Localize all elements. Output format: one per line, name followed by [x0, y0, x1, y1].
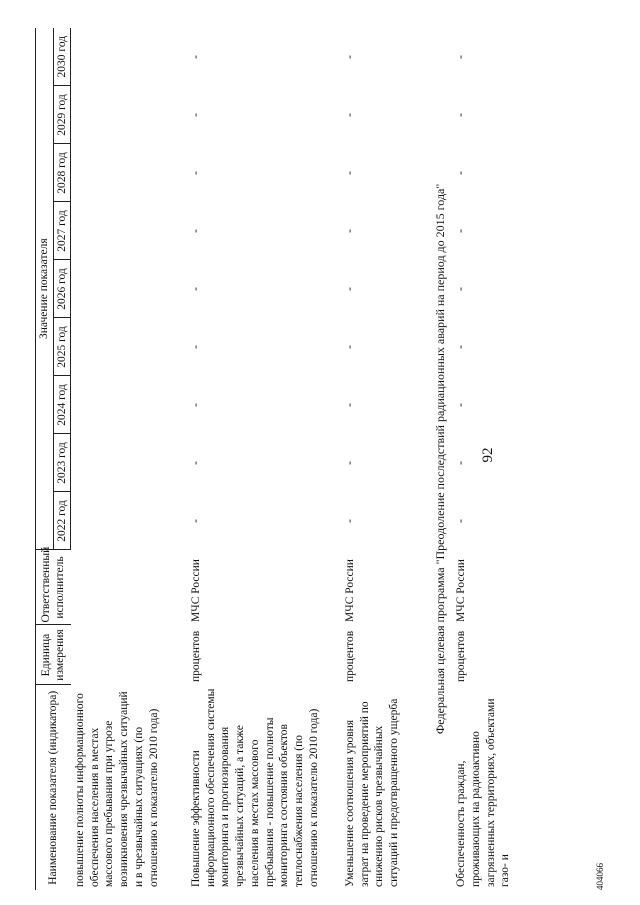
- row-value: -: [455, 345, 468, 349]
- row-value: -: [189, 171, 202, 175]
- row-value: -: [189, 403, 202, 407]
- header-executor: Ответственный исполнитель: [36, 550, 71, 625]
- row-unit: процентов: [455, 630, 468, 682]
- row-value: [71, 260, 187, 318]
- row-value: -: [343, 461, 356, 465]
- page-number: 92: [480, 447, 496, 463]
- rotated-page: [25, 20, 610, 890]
- row-value: -: [189, 55, 202, 59]
- row-value: -: [189, 229, 202, 233]
- row-value: -: [189, 519, 202, 523]
- row-value: [71, 318, 187, 376]
- row-value: -: [343, 55, 356, 59]
- header-year: 2024 год: [53, 376, 71, 434]
- row-value: -: [343, 171, 356, 175]
- row-value: -: [343, 113, 356, 117]
- row-value: -: [455, 519, 468, 523]
- row-name: Уменьшение соотношения уровня затрат на проведение мероприятий по снижению рисков чрезвычайных ситуаций и предотвращенного ущерба: [343, 698, 401, 887]
- header-name: Наименование показателя (индикатора): [36, 685, 71, 890]
- row-executor: [71, 550, 187, 625]
- row-unit: процентов: [189, 630, 202, 682]
- header-year: 2023 год: [53, 434, 71, 492]
- table-row: [71, 28, 187, 890]
- row-value: [71, 144, 187, 202]
- header-row-1: [36, 28, 54, 890]
- row-value: -: [455, 171, 468, 175]
- row-value: [71, 28, 187, 86]
- table-row: [187, 28, 341, 890]
- header-unit: Единица измерения: [36, 625, 71, 685]
- header-values-group: Значение показателя: [36, 28, 54, 550]
- row-value: -: [343, 519, 356, 523]
- row-value: [71, 434, 187, 492]
- row-value: -: [343, 403, 356, 407]
- header-year: 2028 год: [53, 144, 71, 202]
- row-value: -: [455, 113, 468, 117]
- row-executor: МЧС России: [189, 559, 202, 622]
- section-row: [427, 28, 452, 890]
- row-value: -: [189, 345, 202, 349]
- header-year: 2027 год: [53, 202, 71, 260]
- row-value: -: [189, 113, 202, 117]
- document-code: 404066: [595, 863, 605, 890]
- row-value: -: [189, 461, 202, 465]
- header-year: 2030 год: [53, 28, 71, 86]
- row-value: [71, 202, 187, 260]
- row-value: -: [455, 287, 468, 291]
- row-value: -: [455, 229, 468, 233]
- row-value: [71, 86, 187, 144]
- row-value: -: [343, 345, 356, 349]
- row-name: Обеспеченность граждан, проживающих на радиоактивно загрязненных территориях, объектами газо- и: [455, 698, 512, 887]
- row-value: [71, 376, 187, 434]
- row-executor: МЧС России: [455, 559, 468, 622]
- row-value: -: [455, 55, 468, 59]
- row-value: -: [343, 287, 356, 291]
- header-year: 2025 год: [53, 318, 71, 376]
- row-value: -: [189, 287, 202, 291]
- section-title: Федеральная целевая программа "Преодоление последствий радиационных аварий на период до 2015 года": [432, 183, 447, 735]
- row-name: повышение полноты информационного обеспечения населения в местах массового пребывания при угрозе возникновения чрезвычайных ситуаций и в чрезвычайных ситуациях (по отношению к показателю 2010 года): [73, 691, 160, 887]
- table-row: [341, 28, 427, 890]
- header-year: 2029 год: [53, 86, 71, 144]
- header-year: 2022 год: [53, 492, 71, 550]
- row-value: -: [343, 229, 356, 233]
- indicator-table: [35, 28, 515, 890]
- row-executor: МЧС России: [343, 559, 356, 622]
- row-unit: процентов: [343, 630, 356, 682]
- row-unit: [71, 625, 187, 685]
- row-name: Повышение эффективности информационного обеспечения системы мониторинга и прогнозирования чрезвычайных ситуаций, а также населения в местах массового пребывания - повышение полноты мониторинга состояния объектов теплоснабжения населения (по отношению к показателю 2010 года): [189, 688, 320, 887]
- header-year: 2026 год: [53, 260, 71, 318]
- row-value: -: [455, 461, 468, 465]
- row-value: [71, 492, 187, 550]
- row-value: -: [455, 403, 468, 407]
